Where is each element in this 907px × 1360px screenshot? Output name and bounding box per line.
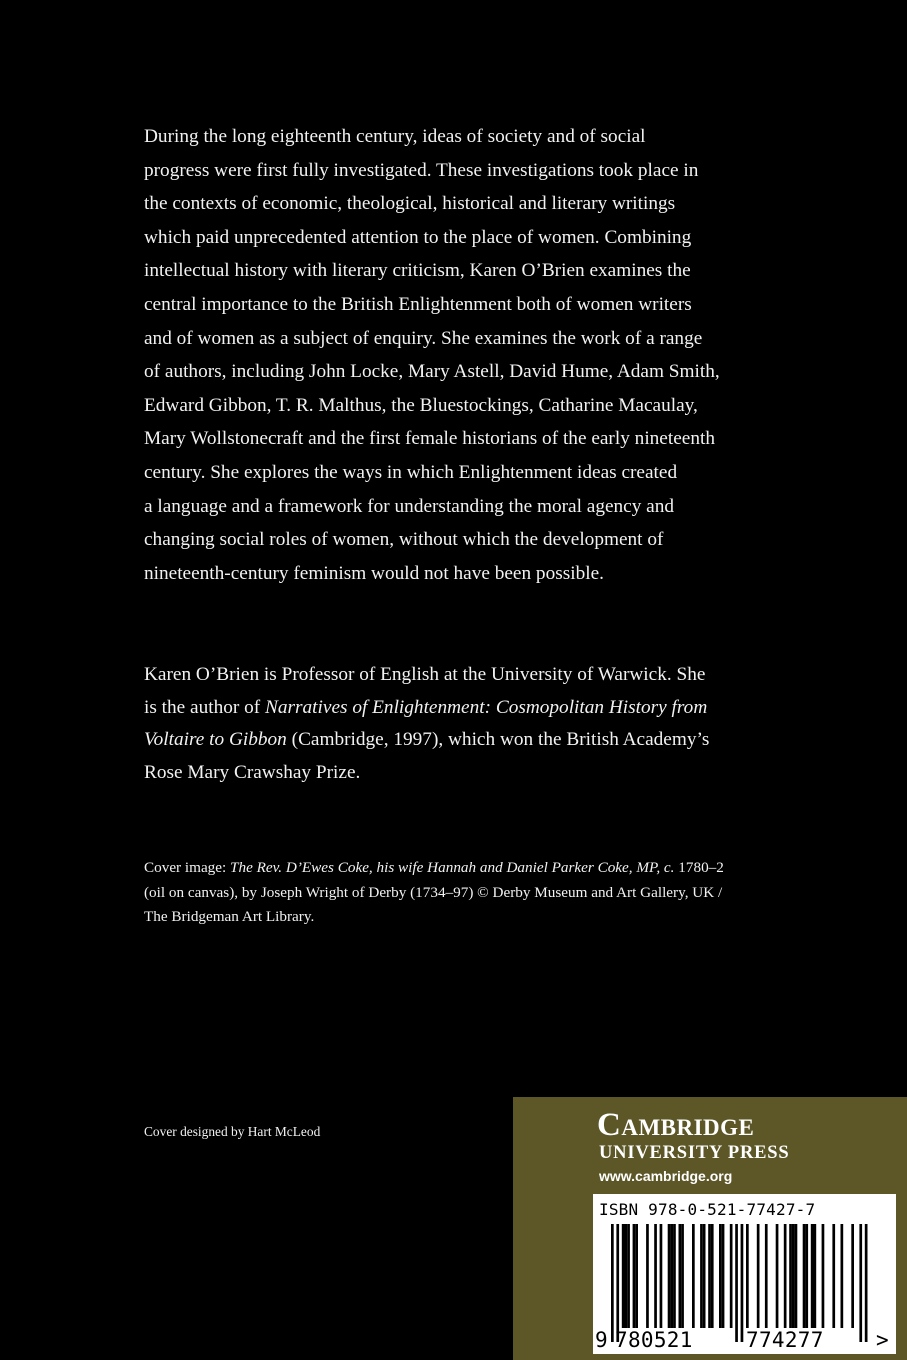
bio-text: is the author of (144, 696, 266, 718)
isbn-text: ISBN 978-0-521-77427-7 (599, 1200, 816, 1219)
barcode-digits (593, 1328, 896, 1352)
barcode-bar (611, 1224, 614, 1342)
barcode-bar (711, 1224, 714, 1328)
blurb-line: and of women as a subject of enquiry. She examines the work of a range (144, 327, 703, 349)
blurb-line: nineteenth-century feminism would not have been possible. (144, 562, 604, 584)
book-title: Narratives of Enlightenment: Cosmopolitan History from (265, 696, 708, 718)
barcode-bar (776, 1224, 779, 1328)
barcode-bar (616, 1224, 619, 1342)
barcode-bar (792, 1224, 795, 1328)
barcode-bar (622, 1224, 625, 1328)
barcode-bar (832, 1224, 835, 1328)
blurb-line: which paid unprecedented attention to the place of women. Combining (144, 226, 692, 248)
cover-designer-credit: Cover designed by Hart McLeod (144, 1124, 321, 1139)
barcode-bar (851, 1224, 854, 1328)
blurb-line: century. She explores the ways in which Enlightenment ideas created (144, 461, 678, 483)
barcode-bar (859, 1224, 862, 1342)
barcode-bar (746, 1224, 749, 1328)
barcode-bar (865, 1224, 868, 1342)
barcode-right-digits: 774277 (746, 1328, 824, 1352)
barcode-arrow: > (876, 1328, 889, 1352)
barcode-bar (757, 1224, 760, 1328)
publisher-name: Cambridge (597, 1107, 755, 1143)
cover-image-credit (144, 856, 804, 930)
barcode-bar (673, 1224, 676, 1328)
barcode-left-digits: 780521 (615, 1328, 693, 1352)
barcode-bar (679, 1224, 682, 1328)
blurb-line: During the long eighteenth century, ideas of society and of social (144, 126, 646, 147)
barcode-bar (765, 1224, 768, 1328)
publisher-panel (513, 1097, 907, 1360)
painting-date: 1780–2 (674, 859, 724, 876)
book-title: Voltaire to Gibbon (144, 729, 287, 751)
blurb-line: changing social roles of women, without which the development of (144, 529, 664, 551)
barcode-bar (692, 1224, 695, 1328)
barcode-bar (803, 1224, 806, 1328)
barcode-bar (703, 1224, 706, 1328)
barcode-box (593, 1194, 896, 1354)
bio-line: Karen O’Brien is Professor of English at the University of Warwick. She (144, 664, 706, 685)
barcode-bar (635, 1224, 638, 1328)
barcode-bar (784, 1224, 787, 1328)
barcode-bar (681, 1224, 684, 1328)
barcode-bar (670, 1224, 673, 1328)
barcode-bar (660, 1224, 663, 1328)
publisher-subtitle: UNIVERSITY PRESS (599, 1143, 790, 1163)
barcode-bar (811, 1224, 814, 1328)
barcode-bar (668, 1224, 671, 1328)
barcode-bar (789, 1224, 792, 1328)
bio-line (144, 692, 784, 725)
barcode-bar (625, 1224, 628, 1328)
blurb-line: Edward Gibbon, T. R. Malthus, the Bluestockings, Catharine Macaulay, (144, 394, 698, 416)
painting-title: The Rev. D’Ewes Coke, his wife Hannah and Daniel Parker Coke, MP, c. (230, 859, 675, 876)
barcode-bar (722, 1224, 725, 1328)
barcode-bar (735, 1224, 738, 1342)
bio-text: (Cambridge, 1997), which won the British Academy’s (286, 729, 710, 751)
blurb-line: of authors, including John Locke, Mary Astell, David Hume, Adam Smith, (144, 361, 720, 383)
credit-line (144, 856, 804, 881)
bio-line (144, 724, 784, 757)
barcode-bar (805, 1224, 808, 1328)
publisher-url: www.cambridge.org (599, 1168, 733, 1184)
credit-line: The Bridgeman Art Library. (144, 908, 315, 926)
author-bio (144, 659, 784, 789)
barcode-bar (841, 1224, 844, 1328)
barcode-first-digit: 9 (595, 1328, 608, 1352)
barcode-bar (700, 1224, 703, 1328)
book-blurb (144, 120, 784, 590)
blurb-line: a language and a framework for understanding the moral agency and (144, 495, 675, 517)
blurb-line: progress were first fully investigated. These investigations took place in (144, 159, 699, 181)
barcode-bar (633, 1224, 636, 1328)
barcode-bar (822, 1224, 825, 1328)
credit-line: (oil on canvas), by Joseph Wright of Derby (1734–97) © Derby Museum and Art Gallery, UK / (144, 883, 723, 901)
barcode-bar (708, 1224, 711, 1328)
barcode-bar (814, 1224, 817, 1328)
barcode-bar (795, 1224, 798, 1328)
barcode-bar (646, 1224, 649, 1328)
blurb-line: central importance to the British Enlightenment both of women writers (144, 293, 692, 315)
blurb-line: intellectual history with literary criticism, Karen O’Brien examines the (144, 260, 691, 282)
barcode-bar (627, 1224, 630, 1328)
barcode-bar (741, 1224, 744, 1342)
barcode-bar (719, 1224, 722, 1328)
blurb-line: Mary Wollstonecraft and the first female historians of the early nineteenth (144, 428, 715, 450)
credit-label: Cover image: (144, 859, 231, 876)
bio-line: Rose Mary Crawshay Prize. (144, 761, 361, 783)
barcode-bar (730, 1224, 733, 1328)
blurb-line: the contexts of economic, theological, historical and literary writings (144, 193, 676, 215)
barcode-bar (654, 1224, 657, 1328)
